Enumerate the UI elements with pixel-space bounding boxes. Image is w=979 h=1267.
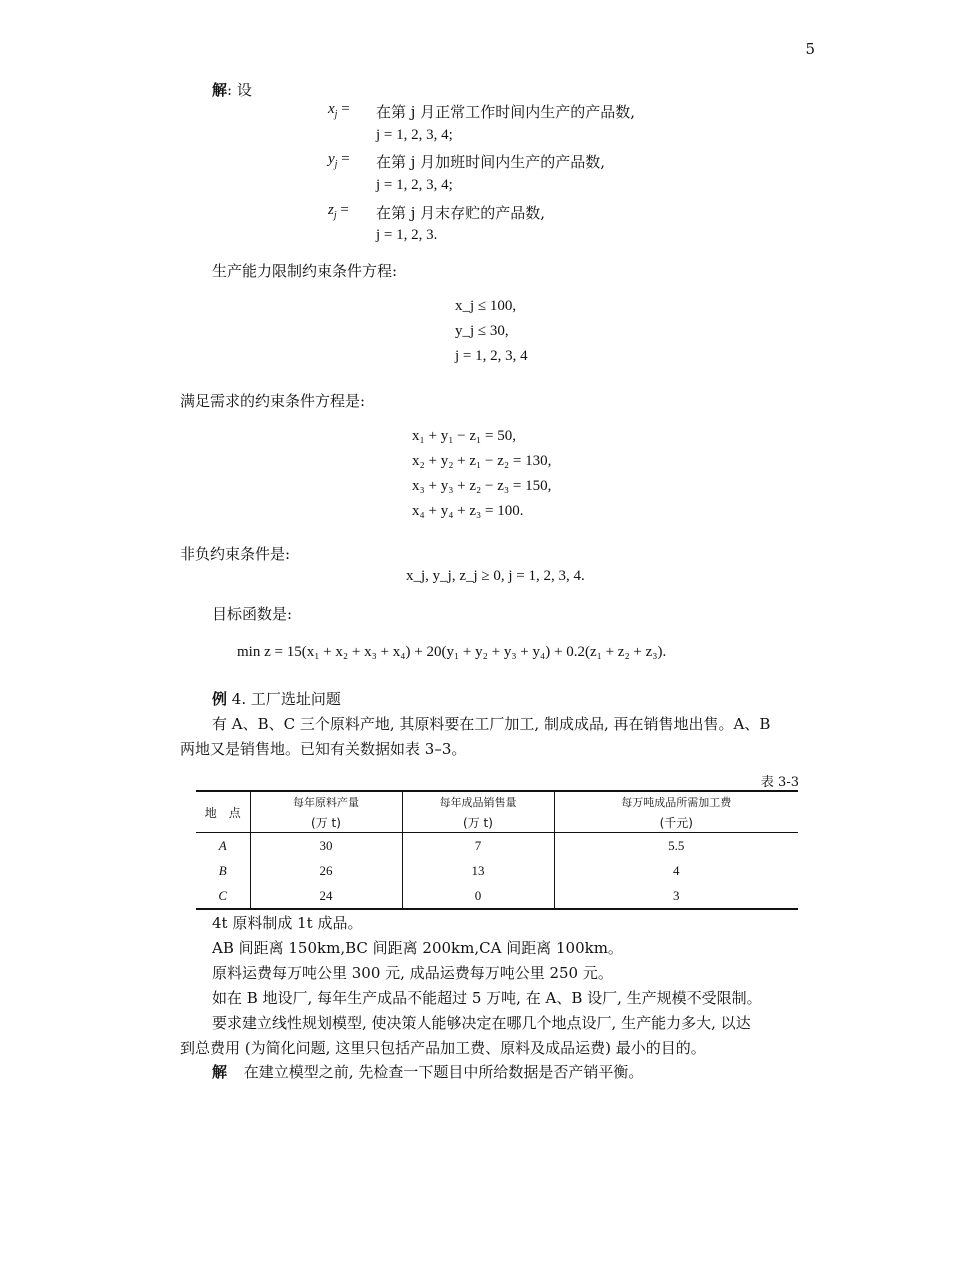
header-cost: 每万吨成品所需加工费 <box>554 791 798 812</box>
def-range-y: j = 1, 2, 3, 4; <box>376 177 453 193</box>
cell-sales: 13 <box>402 858 554 883</box>
cell-cost: 5.5 <box>668 837 685 853</box>
cell-raw: 26 <box>250 858 402 883</box>
cell-place: C <box>196 883 250 909</box>
table-caption: 表 3-3 <box>760 775 799 790</box>
note-line: 如在 B 地设厂, 每年生产成品不能超过 5 万吨, 在 A、B 设厂, 生产规模不受限制。 <box>212 989 762 1007</box>
header-place: 地 点 <box>196 791 250 833</box>
cell-place: B <box>196 858 250 883</box>
solution2-label: 解 <box>212 1063 228 1081</box>
unit-sales: (万 t) <box>402 812 554 833</box>
capacity-eq-1: x_j ≤ 100, <box>455 298 517 314</box>
example-para-line2: 两地又是销售地。已知有关数据如表 3–3。 <box>180 740 467 758</box>
capacity-eq-2: y_j ≤ 30, <box>455 323 509 339</box>
def-range-z: j = 1, 2, 3. <box>376 227 438 243</box>
note-line: 原料运费每万吨公里 300 元, 成品运费每万吨公里 250 元。 <box>212 964 613 982</box>
cell-raw: 30 <box>250 833 402 859</box>
table-unit-row <box>196 812 798 833</box>
objective-heading: 目标函数是: <box>212 605 293 623</box>
requirement-line1: 要求建立线性规划模型, 使决策人能够决定在哪几个地点设厂, 生产能力多大, 以达 <box>212 1014 751 1032</box>
def-var-x: $x_j$ = <box>328 101 350 120</box>
def-desc-z: 在第 j 月末存贮的产品数, <box>376 204 545 222</box>
def-range-x: j = 1, 2, 3, 4; <box>376 127 453 143</box>
cell-raw: 24 <box>250 883 402 909</box>
capacity-eq-3: j = 1, 2, 3, 4 <box>455 348 528 364</box>
table-row <box>196 883 798 909</box>
data-table <box>196 790 798 910</box>
cell-cost: 3 <box>554 883 798 909</box>
cell-place: A <box>196 833 250 859</box>
example-para-line1: 有 A、B、C 三个原料产地, 其原料要在工厂加工, 制成成品, 再在销售地出售。A、B <box>212 715 771 733</box>
unit-raw: (万 t) <box>250 812 402 833</box>
requirement-line2: 到总费用 (为简化问题, 这里只包括产品加工费、原料及成品运费) 最小的目的。 <box>180 1039 706 1057</box>
cell-cost: 4 <box>673 862 680 878</box>
objective-eq: min z = 15(x₁ + x₂ + x₃ + x₄) + 20(y₁ + y₂ + y₃ + y₄) + 0.2(z₁ + z₂ + z₃). <box>237 644 667 660</box>
def-var-y: $y_j$ = <box>328 151 350 170</box>
page-number: 5 <box>805 40 815 58</box>
unit-cost: (千元) <box>554 812 798 833</box>
note-line: 4t 原料制成 1t 成品。 <box>212 914 363 932</box>
solution-intro: : 设 <box>227 81 252 99</box>
def-var-z: $z_j$ = <box>328 202 349 221</box>
table-header-row <box>196 791 798 812</box>
demand-eq-3: x₃ + y₃ + z₂ − z₃ = 150, <box>412 478 552 494</box>
demand-eq-2: x₂ + y₂ + z₁ − z₂ = 130, <box>412 453 552 469</box>
table-row <box>196 833 798 859</box>
demand-eq-1: x₁ + y₁ − z₁ = 50, <box>412 428 516 444</box>
solution-header <box>212 79 252 100</box>
header-sales: 每年成品销售量 <box>402 791 554 812</box>
capacity-heading: 生产能力限制约束条件方程: <box>212 262 398 280</box>
demand-eq-4: x₄ + y₄ + z₃ = 100. <box>412 503 524 519</box>
def-desc-y: 在第 j 月加班时间内生产的产品数, <box>376 153 605 171</box>
solution2-text: 在建立模型之前, 先检查一下题目中所给数据是否产销平衡。 <box>243 1063 644 1081</box>
nonneg-heading: 非负约束条件是: <box>180 545 291 563</box>
example-title-text: 4. 工厂选址问题 <box>227 690 341 708</box>
solution2 <box>212 1061 643 1082</box>
cell-sales: 7 <box>402 833 554 859</box>
example-label: 例 <box>212 690 228 708</box>
header-raw: 每年原料产量 <box>250 791 402 812</box>
nonneg-eq: x_j, y_j, z_j ≥ 0, j = 1, 2, 3, 4. <box>406 568 585 584</box>
solution-label: 解 <box>212 81 228 99</box>
demand-heading: 满足需求的约束条件方程是: <box>180 392 366 410</box>
def-desc-x: 在第 j 月正常工作时间内生产的产品数, <box>376 103 635 121</box>
note-line: AB 间距离 150km,BC 间距离 200km,CA 间距离 100km。 <box>212 939 623 957</box>
example-title <box>212 688 341 709</box>
cell-sales: 0 <box>402 883 554 909</box>
table-row <box>196 858 798 883</box>
